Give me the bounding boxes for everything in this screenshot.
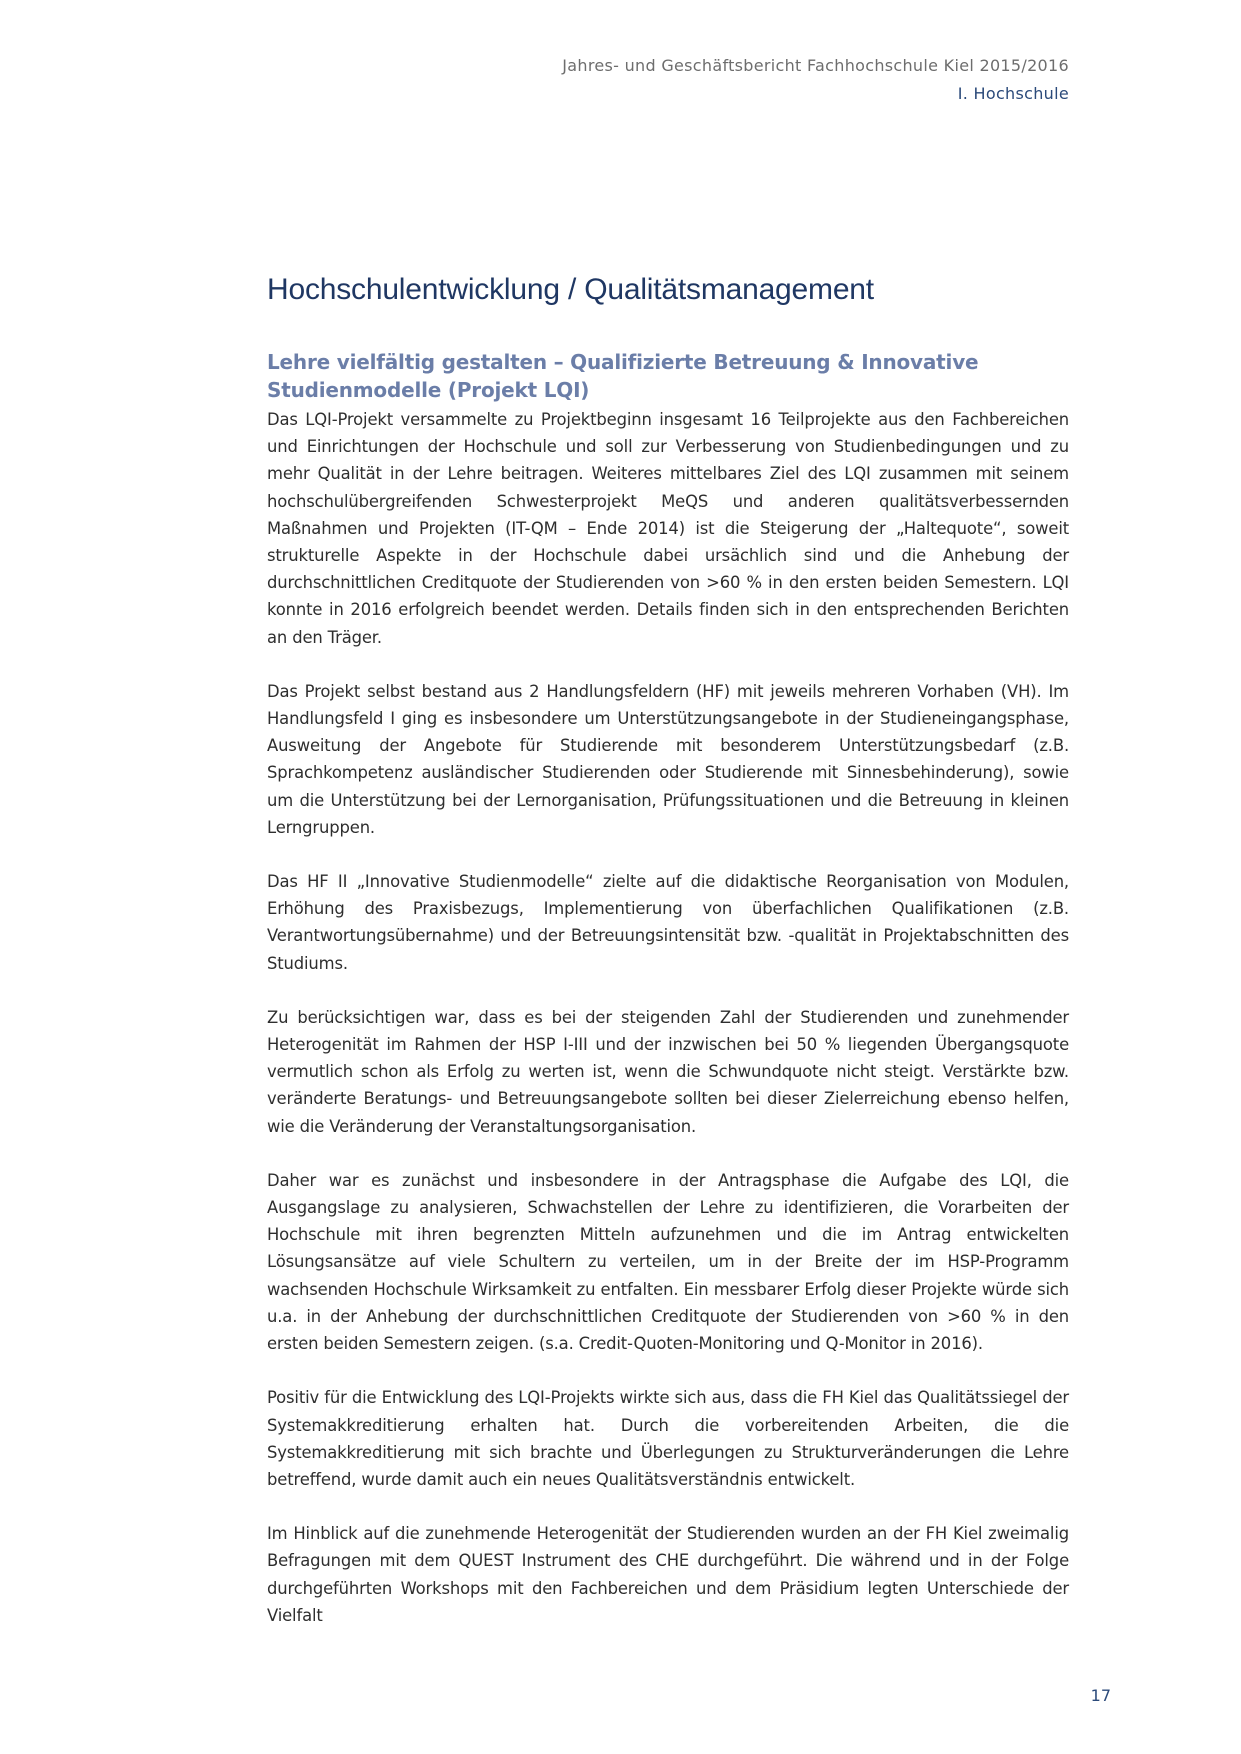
paragraph-2: Das Projekt selbst bestand aus 2 Handlungsfeldern (HF) mit jeweils mehreren Vorhaben (VH). Im Handlungsfeld I ging es insbesondere um Unterstützungsangebote in der Studieneingangsphase, Ausweitung der Angebote für Studierende mit besonderem Unterstützungsbedarf (z.B. Sprachkompetenz ausländischer Studierenden oder Studierende mit Sinnesbehinderung), sowie um die Unterstützung bei der Lernorganisation, Prüfungssituationen und die Betreuung in kleinen Lerngruppen.: [267, 681, 1069, 837]
paragraph-1: Das LQI-Projekt versammelte zu Projektbeginn insgesamt 16 Teilprojekte aus den Fachbereichen und Einrichtungen der Hochschule und soll zur Verbesserung von Studienbedingungen und zu mehr Qualität in der Lehre beitragen. Weiteres mittelbares Ziel des LQI zusammen mit seinem hochschulübergreifenden Schwesterprojekt MeQS und anderen qualitätsverbessernden Maßnahmen und Projekten (IT-QM – Ende 2014) ist die Steigerung der „Haltequote“, soweit strukturelle Aspekte in der Hochschule dabei ursächlich sind und die Anhebung der durchschnittlichen Creditquote der Studierenden von >60 % in den ersten beiden Semestern. LQI konnte in 2016 erfolgreich beendet werden. Details finden sich in den entsprechenden Berichten an den Träger.: [267, 410, 1069, 647]
paragraph-5: Daher war es zunächst und insbesondere in der Antragsphase die Aufgabe des LQI, die Ausgangslage zu analysieren, Schwachstellen der Lehre zu identifizieren, die Vorarbeiten der Hochschule mit ihren begrenzten Mitteln aufzunehmen und die im Antrag entwickelten Lösungsansätze auf viele Schultern zu verteilen, um in der Breite der im HSP-Programm wachsenden Hochschule Wirksamkeit zu entfalten. Ein messbarer Erfolg dieser Projekte würde sich u.a. in der Anhebung der durchschnittlichen Creditquote der Studierenden von >60 % in den ersten beiden Semestern zeigen. (s.a. Credit-Quoten-Monitoring und Q-Monitor in 2016).: [267, 1170, 1069, 1354]
running-header: [562, 52, 1069, 108]
section-heading: Lehre vielfältig gestalten – Qualifizierte Betreuung & Innovative Studienmodelle (Projekt LQI): [267, 350, 979, 402]
chapter-label: I. Hochschule: [957, 84, 1069, 103]
report-title: Jahres- und Geschäftsbericht Fachhochschule Kiel 2015/2016: [562, 56, 1069, 75]
paragraph-6: Positiv für die Entwicklung des LQI-Projekts wirkte sich aus, dass die FH Kiel das Qualitätssiegel der Systemakkreditierung erhalten hat. Durch die vorbereitenden Arbeiten, die die Systemakkreditierung mit sich brachte und Überlegungen zu Strukturveränderungen die Lehre betreffend, wurde damit auch ein neues Qualitätsverständnis entwickelt.: [267, 1388, 1069, 1489]
paragraph-7: Im Hinblick auf die zunehmende Heterogenität der Studierenden wurden an der FH Kiel zweimalig Befragungen mit dem QUEST Instrument des CHE durchgeführt. Die während und in der Folge durchgeführten Workshops mit den Fachbereichen und dem Präsidium legten Unterschiede der Vielfalt: [267, 1524, 1069, 1625]
paragraph-3: Das HF II „Innovative Studienmodelle“ zielte auf die didaktische Reorganisation von Modulen, Erhöhung des Praxisbezugs, Implementierung von überfachlichen Qualifikationen (z.B. Verantwortungsübernahme) und der Betreuungsintensität bzw. -qualität in Projektabschnitten des Studiums.: [267, 872, 1069, 973]
main-content: [267, 270, 1069, 1629]
page-title: Hochschulentwicklung / Qualitätsmanagement: [267, 273, 874, 306]
page-number: 17: [1090, 1686, 1111, 1705]
paragraph-4: Zu berücksichtigen war, dass es bei der steigenden Zahl der Studierenden und zunehmender Heterogenität im Rahmen der HSP I-III und der inzwischen bei 50 % liegenden Übergangsquote vermutlich schon als Erfolg zu werten ist, wenn die Schwundquote nicht steigt. Verstärkte bzw. veränderte Beratungs- und Betreuungsangebote sollten bei dieser Zielerreichung ebenso helfen, wie die Veränderung der Veranstaltungsorganisation.: [267, 1007, 1069, 1136]
